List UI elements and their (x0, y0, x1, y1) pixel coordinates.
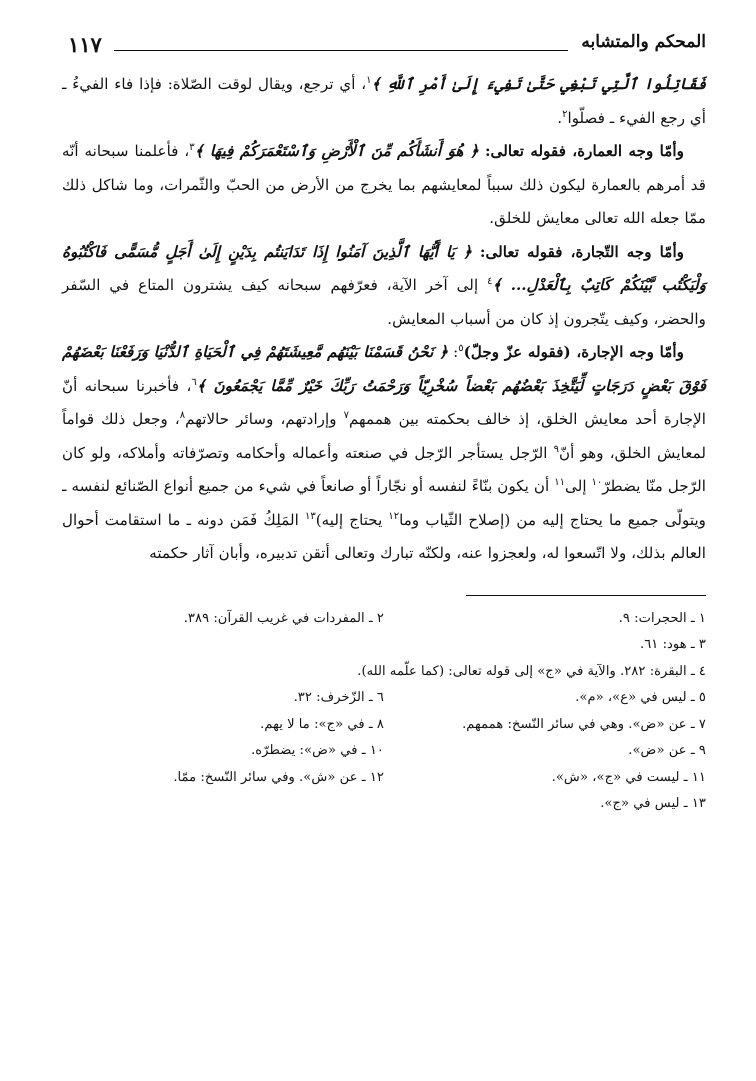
quran-verse: ﴿ نَحْنُ قَسَمْنَا بَيْنَهُم مَّعِيشَتَهُمْ فِي ٱلْحَيَاةِ ٱلدُّنْيَا وَرَفَعْنَا بَعْضَهُمْ فَوْقَ بَعْضٍ دَرَجَاتٍ لِّيَتَّخِذَ بَعْضُهُم بَعْضاً سُخْرِيّاً وَرَحْمَتُ رَبِّكَ خَيْرٌ مِّمَّا يَجْمَعُونَ ﴾ (62, 343, 706, 395)
footnote-ref: ١١ (554, 476, 566, 488)
footnote-ref: ٣ (189, 141, 195, 153)
text-run: إلى (565, 477, 592, 495)
footnote: ١٢ ـ عن «ش». وفي سائر النّسخ: ممّا. (173, 769, 384, 785)
footnote-ref: ٩ (553, 443, 559, 455)
text-run: . (557, 108, 563, 127)
paragraph (62, 236, 706, 337)
quran-verse: ﴿ هُوَ أَنشَأَكُم مِّنَ ٱلْأَرْضِ وَٱسْتَعْمَرَكُمْ فِيهَا ﴾ (194, 142, 479, 160)
footnote-row (62, 685, 706, 712)
paragraph (62, 135, 706, 236)
footnote: ٥ ـ ليس في «ع»، «م». (575, 690, 706, 705)
text-run: ، فأخبرنا سبحانه أنّ الإجارة أحد معايش الخلق، إذ خالف بحكمته بين هممهم (62, 376, 706, 428)
footnote: ٤ ـ البقرة: ٢٨٢. والآية في «ج» إلى قوله تعالى: (كما علّمه الله). (357, 663, 706, 679)
header-rule (114, 50, 568, 51)
footnote: ٣ ـ هود: ٦١. (640, 637, 706, 652)
paragraph (62, 336, 706, 571)
footnote-ref: ٧ (343, 409, 349, 421)
footnote: ٩ ـ عن «ض». (628, 743, 706, 758)
footnote-row (62, 712, 706, 739)
page (62, 28, 706, 818)
footnotes (62, 606, 706, 818)
paragraph (62, 68, 706, 135)
quran-verse: فَقَاتِلُوا ٱلَّتِي تَبْغِي حَتَّىٰ تَفِيءَ إِلَىٰ أَمْرِ ٱللَّهِ ﴾ (371, 75, 706, 93)
page-header (62, 28, 706, 62)
footnote-ref: ٦ (191, 376, 197, 388)
footnote-ref: ٨ (179, 409, 186, 421)
page-number: ١١٧ (68, 32, 102, 57)
text-run: ، وجعل ذلك قواماً لمعايش الخلق، وهو أنّ (62, 410, 706, 462)
footnote-ref: ١ (366, 74, 372, 86)
quran-verse: ﴿ يَا أَيُّهَا ٱلَّذِينَ آمَنُوا إِذَا تَدَايَنتُم بِدَيْنٍ إِلَىٰ أَجَلٍ مُّسَمًّى فَاكْتُبُوهُ وَلْيَكْتُب بَّيْنَكُمْ كَاتِبٌ بِٱلْعَدْلِ... ﴾ (62, 242, 707, 294)
text-run: يحتاج إليه) (315, 510, 389, 529)
text-run: وإرادتهم، وسائر حالاتهم (185, 410, 344, 428)
footnote: ٧ ـ عن «ض». وهي في سائر النّسخ: هممهم. (462, 716, 706, 732)
text-run: الرّجل يستأجر الرّجل في صنعته وأعماله وأحكامه وتصرّفاته وأملاكه، ولو كان الرّجل منّا يضطرّ (62, 443, 706, 495)
footnote: ١١ ـ ليست في «ج»، «ش». (551, 769, 706, 785)
text-run: إلى آخر الآية، فعرّفهم سبحانه كيف يشترون المتاع في السّفر والحضر، وكيف يتّجرون إذ كان من أسباب المعايش. (62, 276, 706, 328)
text-run: المَلِكُ فَمَن دونه ـ ما استقامت أحوال العالم بذلك، ولا اتّسعوا له، ولعجزوا عنه، ولكنّه تبارك وتعالى أتقن تدبيره، وأبان آثار حكمته (62, 510, 706, 562)
footnote: ٨ ـ في «ج»: ما لا يهم. (260, 716, 384, 732)
footnote: ١٠ ـ في «ض»: يضطرّه. (251, 743, 384, 758)
footnote-ref: ٥ (458, 342, 464, 354)
running-title: المحكم والمتشابه (581, 32, 706, 52)
footnote-ref: ١٠ (591, 476, 603, 488)
text-run: ، أي ترجع، ويقال لوقت الصّلاة: فإذا فاء الفيءُ ـ أي رجع الفيء ـ فصلّوا (62, 75, 706, 127)
footnote-ref: ٤ (487, 275, 493, 287)
footnote-row (62, 606, 706, 633)
body-text (62, 68, 706, 571)
footnote-ref: ١٣ (304, 510, 316, 522)
footnote: ١٣ ـ ليس في «ج». (600, 796, 706, 811)
footnote-rule (466, 595, 706, 596)
footnote-ref: ١٢ (388, 510, 400, 522)
text-run: : (447, 343, 459, 361)
section-lead: وأمّا وجه الإجارة، (فقوله عزّ وجلّ) (463, 343, 684, 361)
section-lead: وأمّا وجه التّجارة، فقوله تعالى: (471, 242, 684, 261)
footnote-row (62, 765, 706, 792)
text-run: ، فأعلمنا سبحانه أنّه قد أمرهم بالعمارة ليكون ذلك سبباً لمعايشهم بما يخرج من الأرض من الحبّ والثّمرات، وما شاكل ذلك ممّا جعله الله تعالى معايش للخلق. (62, 142, 706, 227)
text-run: أن يكون بنّاءً لنفسه أو نجّاراً أو صانعاً في شيء من جميع أنواع الصّنائع لنفسه ـ ويتولّى جميع ما يحتاج إليه من (إصلاح الثّياب وما (62, 477, 707, 529)
footnote-ref: ٢ (562, 108, 568, 120)
footnote: ٦ ـ الزّخرف: ٣٢. (293, 690, 384, 705)
section-lead: وأمّا وجه العمارة، فقوله تعالى: (478, 142, 684, 160)
footnote: ١ ـ الحجرات: ٩. (618, 610, 706, 626)
footnote-row (62, 738, 706, 765)
footnote: ٢ ـ المفردات في غريب القرآن: ٣٨٩. (183, 610, 384, 626)
